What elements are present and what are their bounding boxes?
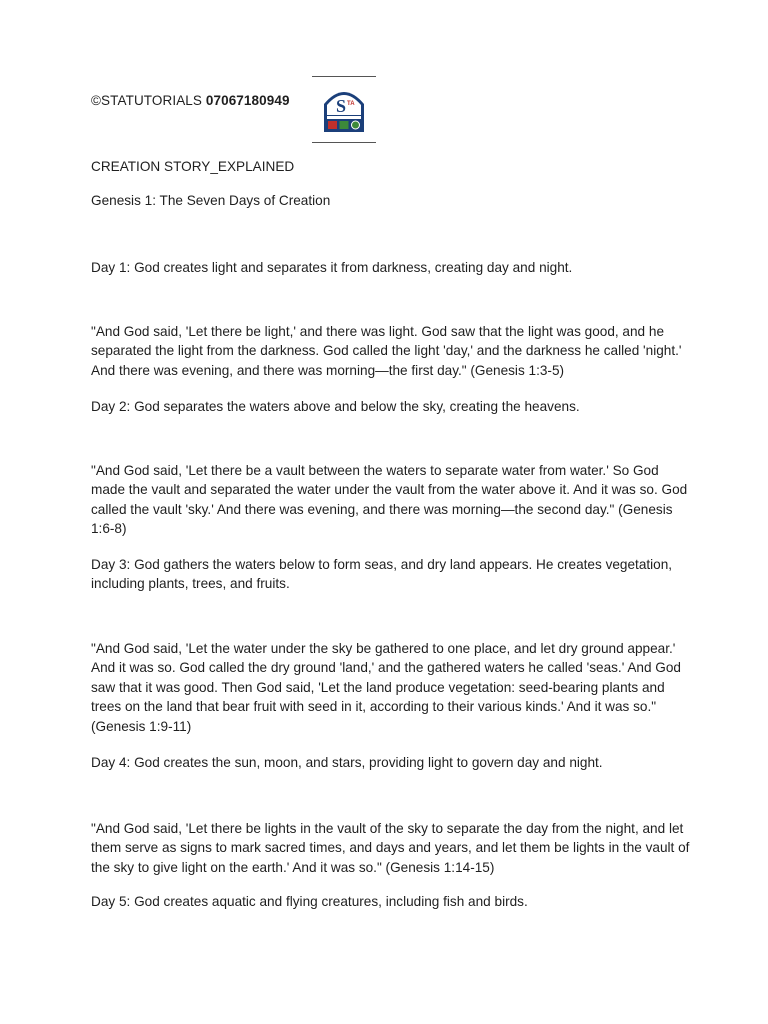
logo-emblem-icon bbox=[320, 82, 368, 138]
paragraph-quote-day-3: "And God said, 'Let the water under the sky be gathered to one place, and let dry ground appear.' And it was so. God called the dry ground 'land,' and the gathered waters he called 'seas.' And God saw that it was good. Then God said, 'Let the land produce vegetation: seed-bearing plants and trees on the land that bear fruit with seed in it, according to their various kinds.' And it was so." (Genesis 1:9-11) bbox=[91, 641, 681, 734]
copyright-text: ©STATUTORIALS bbox=[91, 93, 203, 108]
phone-number: 07067180949 bbox=[205, 93, 290, 108]
svg-text:S: S bbox=[336, 96, 347, 116]
paragraph-day-2: Day 2: God separates the waters above and below the sky, creating the heavens. bbox=[91, 399, 580, 414]
paragraph-day-4: Day 4: God creates the sun, moon, and stars, providing light to govern day and night. bbox=[91, 755, 603, 770]
statutorials-logo bbox=[312, 76, 376, 142]
document-subtitle: Genesis 1: The Seven Days of Creation bbox=[91, 193, 331, 208]
paragraph-quote-day-2: "And God said, 'Let there be a vault between the waters to separate water from water.' So God made the vault and separated the water under the vault from the water above it. And it was so. God called the vault 'sky.' And there was evening, and there was morning—the second day." (Genesis 1:6-8) bbox=[91, 463, 688, 537]
svg-text:TA: TA bbox=[347, 101, 355, 107]
paragraph-day-5: Day 5: God creates aquatic and flying creatures, including fish and birds. bbox=[91, 894, 528, 909]
header-copyright-line bbox=[91, 93, 290, 108]
paragraph-quote-day-4: "And God said, 'Let there be lights in the vault of the sky to separate the day from the night, and let them serve as signs to mark sacred times, and days and years, and let them be lights in the vault of the sky to give light on the earth.' And it was so." (Genesis 1:14-15) bbox=[91, 821, 690, 875]
paragraph-quote-day-1: "And God said, 'Let there be light,' and there was light. God saw that the light was good, and he separated the light from the darkness. God called the light 'day,' and the darkness he called 'night.' And there was evening, and there was morning—the first day." (Genesis 1:3-5) bbox=[91, 324, 682, 378]
document-title: CREATION STORY_EXPLAINED bbox=[91, 159, 295, 174]
paragraph-day-3: Day 3: God gathers the waters below to form seas, and dry land appears. He creates vegetation, including plants, trees, and fruits. bbox=[91, 557, 673, 592]
logo-bottom-rule bbox=[312, 142, 376, 143]
logo-top-rule bbox=[312, 76, 376, 77]
paragraph-day-1: Day 1: God creates light and separates it from darkness, creating day and night. bbox=[91, 260, 573, 275]
